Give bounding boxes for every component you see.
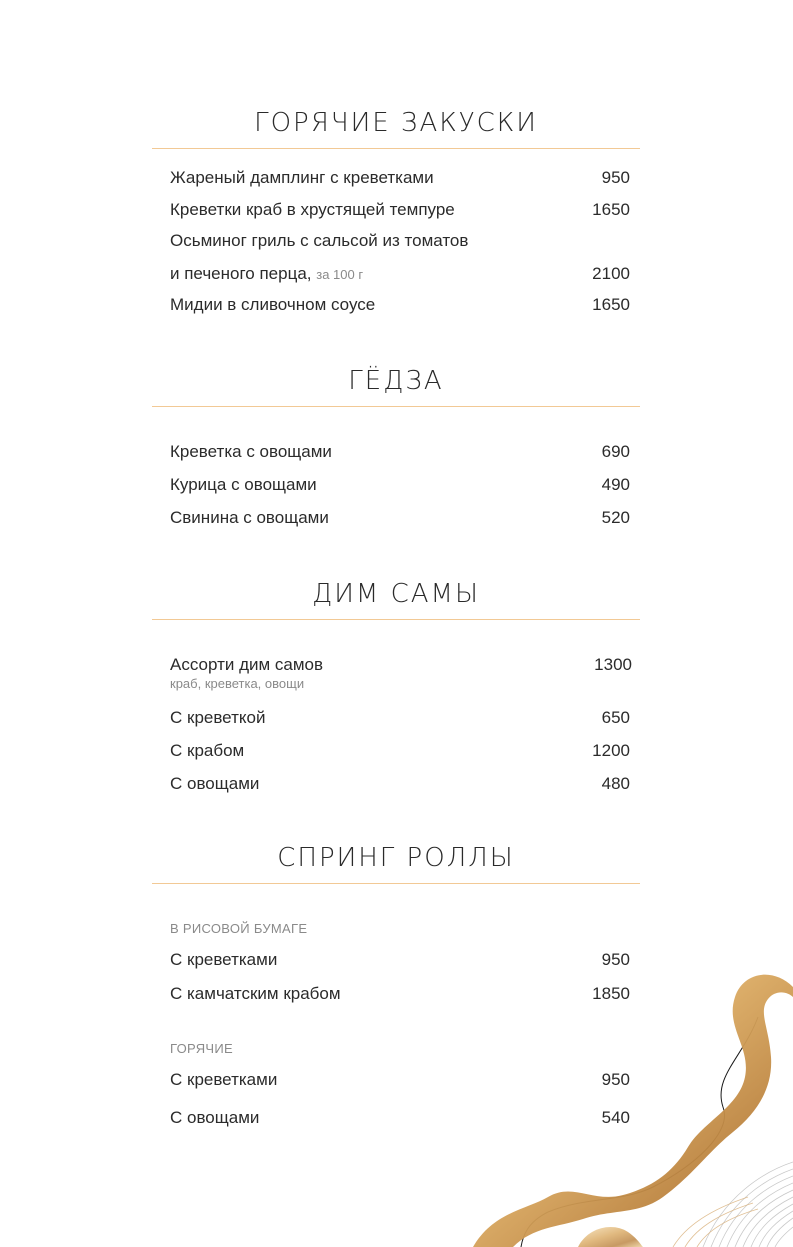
section-divider <box>152 406 640 407</box>
item-price: 1850 <box>592 984 630 1003</box>
item-price: 1650 <box>592 295 630 314</box>
menu-item <box>170 295 630 317</box>
menu-item <box>170 774 630 796</box>
item-name: С крабом <box>170 741 245 760</box>
item-price: 540 <box>601 1108 630 1127</box>
menu-item <box>170 508 630 530</box>
item-price: 1650 <box>592 200 630 219</box>
item-name: Свинина с овощами <box>170 508 329 527</box>
item-name: С креветкой <box>170 708 266 727</box>
gold-ribbon <box>473 975 793 1247</box>
subsection-label: В РИСОВОЙ БУМАГЕ <box>170 921 308 936</box>
menu-item <box>170 231 630 253</box>
menu-item <box>170 655 630 695</box>
item-name: С креветками <box>170 950 278 969</box>
item-price: 950 <box>601 168 630 187</box>
item-price: 2100 <box>592 264 630 283</box>
menu-item <box>170 475 630 497</box>
item-price: 950 <box>601 1070 630 1089</box>
item-price: 490 <box>601 475 630 494</box>
item-description: краб, креветка, овощи <box>170 676 305 691</box>
subsection-label: ГОРЯЧИЕ <box>170 1041 233 1056</box>
item-name: Курица с овощами <box>170 475 317 494</box>
section-divider <box>152 148 640 149</box>
item-name: Креветки краб в хрустящей темпуре <box>170 200 455 219</box>
section-divider <box>152 619 640 620</box>
item-name: С овощами <box>170 1108 260 1127</box>
section-title: ГОРЯЧИЕ ЗАКУСКИ <box>254 108 538 138</box>
item-price: 520 <box>601 508 630 527</box>
item-name-continuation: и печеного перца, <box>170 264 312 283</box>
item-name: С креветками <box>170 1070 278 1089</box>
item-price: 650 <box>601 708 630 727</box>
menu-item <box>170 741 630 763</box>
section-title: СПРИНГ РОЛЛЫ <box>277 843 515 873</box>
item-price: 690 <box>601 442 630 461</box>
item-name-line <box>170 264 363 284</box>
item-weight-note: за 100 г <box>316 267 364 282</box>
item-price: 480 <box>601 774 630 793</box>
item-price: 1200 <box>592 741 630 760</box>
section-title: ДИМ САМЫ <box>312 579 480 609</box>
menu-item <box>170 708 630 730</box>
menu-item <box>170 200 630 222</box>
item-name: Мидии в сливочном соусе <box>170 295 376 314</box>
section-divider <box>152 883 640 884</box>
item-name: С овощами <box>170 774 260 793</box>
item-price: 950 <box>601 950 630 969</box>
item-name: С камчатским крабом <box>170 984 341 1003</box>
gold-swirl-art <box>473 957 793 1247</box>
menu-item <box>170 442 630 464</box>
item-name: Осьминог гриль с сальсой из томатов <box>170 231 469 250</box>
gold-ribbon-small <box>578 1227 643 1247</box>
section-title: ГЁДЗА <box>348 366 444 396</box>
menu-item <box>170 264 630 286</box>
item-name: Ассорти дим самов <box>170 655 324 674</box>
item-price: 1300 <box>594 655 632 674</box>
item-name: Креветка с овощами <box>170 442 332 461</box>
item-name: Жареный дамплинг с креветками <box>170 168 434 187</box>
menu-item <box>170 168 630 190</box>
